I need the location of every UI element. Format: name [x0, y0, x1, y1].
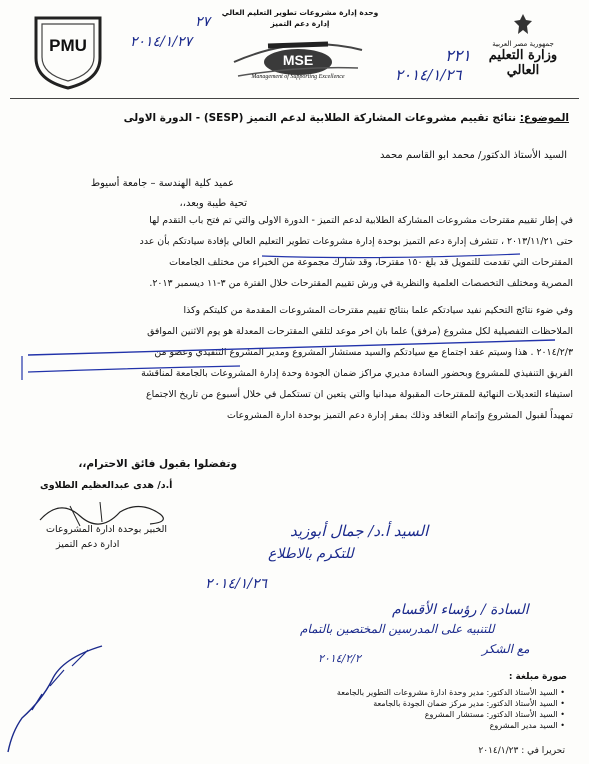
unit-line2: إدارة دعم التميز: [270, 19, 330, 28]
eagle-emblem-icon: [512, 12, 534, 38]
handwritten-note: ٢٠١٤/١/٢٦: [205, 576, 268, 592]
copy-recipient: • السيد الأستاذ الدكتور: مدير مركز ضمان الجودة بالجامعة: [373, 699, 565, 708]
letter-body: [17, 210, 573, 426]
incoming-number-right: ٢٢١: [445, 46, 471, 65]
copies-title: صورة مبلغة :: [508, 672, 567, 682]
copies-list: [337, 687, 565, 731]
body-line: المقترحات التي تقدمت للتمويل قد بلغ ١٥٠ مقترحا، وقد شارك مجموعة من الخبراء من مختلف الجامعات: [169, 257, 573, 268]
mse-logo-caption: Management of Supporting Excellence: [251, 74, 345, 80]
copy-recipient: • السيد مدير المشروع: [489, 721, 565, 730]
body-line: وفي ضوء نتائج التحكيم نفيد سيادتكم علما بنتائج تقييم مقترحات المشروعات المقدمة من كليتكم وكذا: [183, 305, 573, 316]
footer-date-value: ٢٠١٤/١/٢٣: [478, 746, 519, 756]
addressee-name: السيد الأستاذ الدكتور/ محمد ابو القاسم محمد: [379, 150, 567, 161]
body-line: المصرية ومختلف التخصصات العلمية والنظرية في ورش تقييم المقترحات خلال الفترة من ٣-١١ ديسمبر ٢٠١٣.: [149, 278, 573, 289]
subject-label: الموضوع:: [519, 112, 569, 124]
ministry-line1: جمهورية مصر العربية: [492, 40, 554, 48]
header-divider: [10, 98, 579, 99]
mse-logo: [228, 32, 368, 88]
pmu-logo: [28, 10, 108, 90]
body-line: استيفاء التعديلات النهائية للمقترحات المقبولة ميدانيا والتي يتعين ان تستكمل في خلال أسبوع من تاريخ الاجتماع: [146, 389, 573, 400]
body-line: في إطار تقييم مقترحات مشروعات المشاركة الطلابية لدعم التميز - الدورة الاولى والتي تم فتح باب التقدم لها: [149, 215, 573, 226]
footer-date-label: تحريرا في :: [521, 746, 565, 756]
signatory-title2: ادارة دعم التميز: [56, 539, 120, 550]
subject-line: [29, 112, 569, 124]
unit-line1: وحدة إدارة مشروعات تطوير التعليم العالي: [221, 8, 379, 17]
body-line: حتى ٢٠١٣/١١/٢١ ، تتشرف إدارة دعم التميز بوحدة إدارة مشروعات تطوير التعليم العالي بإفادة سيادتكم بأن عدد: [139, 236, 573, 247]
subject-text: نتائج تقييم مشروعات المشاركة الطلابية لدعم التميز (SESP) - الدورة الاولى: [123, 112, 517, 124]
addressee-title: عميد كلية الهندسة – جامعة أسيوط: [90, 178, 234, 189]
footer-date: [478, 746, 565, 756]
copy-recipient: • السيد الأستاذ الدكتور: مستشار المشروع: [424, 710, 565, 719]
handwritten-note: السادة / رؤساء الأقسام: [392, 602, 529, 618]
incoming-date-right: ٢٠١٤/١/٢٦: [395, 66, 462, 84]
handwritten-note: للتكرم بالاطلاع: [268, 546, 354, 562]
body-line: تمهيداً لقبول المشروع وإتمام التعاقد وذلك بمقر إدارة دعم التميز بوحدة ادارة المشروعات: [226, 410, 573, 421]
greeting: تحية طيبة وبعد،،: [179, 198, 247, 209]
ministry-logo: [475, 12, 571, 92]
pmu-logo-text: PMU: [49, 36, 87, 55]
ministry-name: وزارة التعليم العالي: [488, 48, 558, 78]
body-line: الفريق التنفيذي للمشروع وبحضور السادة مديري مراكز ضمان الجودة وحدة إدارة المشروعات بالجامعة لمناقشة: [141, 368, 573, 379]
handwritten-note: ٢٠١٤/٢/٢: [318, 652, 361, 665]
handwritten-note: السيد أ.د/ جمال أبوزيد: [290, 522, 429, 540]
closing-line: وتفضلوا بقبول فائق الاحترام،،: [78, 458, 237, 470]
body-line: ٢٠١٤/٢/٣ . هذا وسيتم عقد اجتماع مع سيادتكم والسيد مستشار المشروع ومدير المشروع التنفيذي وعضو من: [154, 347, 573, 358]
body-line: الملاحظات التفصيلية لكل مشروع (مرفق) علما بان اخر موعد لتلقي المقترحات المعدلة هو يوم الاثنين الموافق: [147, 326, 573, 337]
mse-logo-text: MSE: [282, 52, 314, 68]
handwritten-note: مع الشكر: [482, 642, 530, 656]
incoming-date-left: ٢٠١٤/١/٢٧: [130, 34, 193, 50]
margin-scribble: [2, 640, 112, 760]
signatory-title1: الخبير بوحدة ادارة المشروعات: [46, 524, 167, 535]
copy-recipient: • السيد الأستاذ الدكتور: مدير وحدة ادارة مشروعات التطوير بالجامعة: [336, 688, 565, 697]
signatory-name: أ.د/ هدى عبدالعظيم الطلاوى: [40, 480, 173, 491]
incoming-number-left: ٢٧: [195, 14, 211, 30]
handwritten-note: للتنبيه على المدرسين المختصين بالتمام: [300, 622, 495, 636]
